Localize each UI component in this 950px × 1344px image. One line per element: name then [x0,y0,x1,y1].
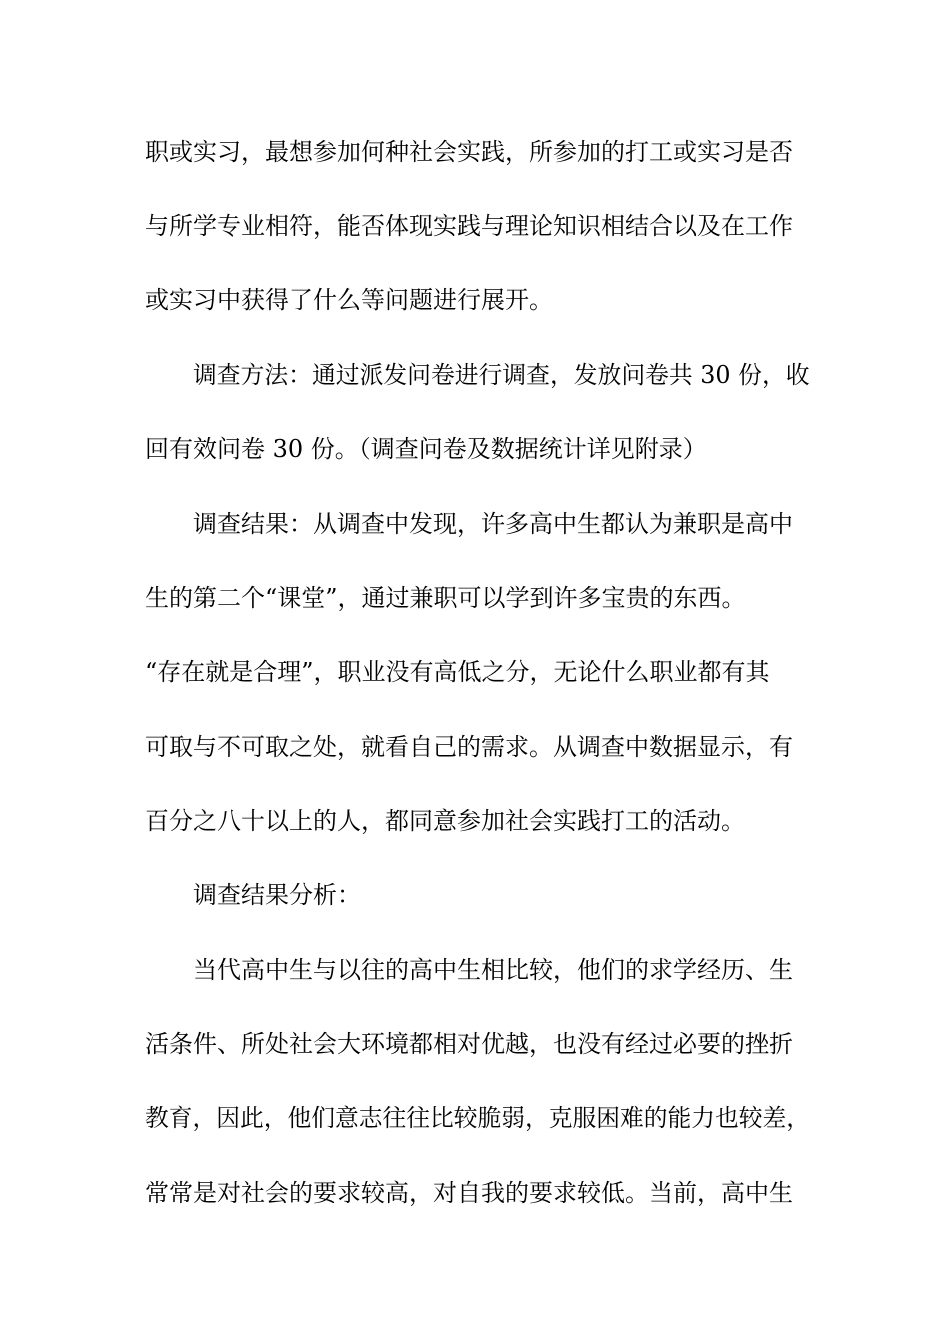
paragraph-line-15: 常常是对社会的要求较高，对自我的要求较低。当前，高中生 [145,1179,793,1207]
paragraph-line-10: 百分之八十以上的人，都同意参加社会实践打工的活动。 [145,807,745,835]
paragraph-line-5: 回有效问卷 30 份。（调查问卷及数据统计详见附录） [145,435,707,463]
paragraph-line-13: 活条件、所处社会大环境都相对优越，也没有经过必要的挫折 [145,1030,793,1058]
paragraph-line-1: 职或实习，最想参加何种社会实践，所参加的打工或实习是否 [145,138,793,166]
paragraph-line-6: 调查结果：从调查中发现，许多高中生都认为兼职是高中 [193,510,793,538]
paragraph-line-4: 调查方法：通过派发问卷进行调查，发放问卷共 30 份，收 [193,361,810,389]
paragraph-line-9: 可取与不可取之处，就看自己的需求。从调查中数据显示，有 [145,733,793,761]
paragraph-line-8: “存在就是合理”，职业没有高低之分，无论什么职业都有其 [145,658,770,686]
paragraph-line-7: 生的第二个“课堂”，通过兼职可以学到许多宝贵的东西。 [145,584,746,612]
paragraph-line-14: 教育，因此，他们意志往往比较脆弱，克服困难的能力也较差， [145,1104,811,1132]
paragraph-line-2: 与所学专业相符，能否体现实践与理论知识相结合以及在工作 [145,212,793,240]
section-heading: 调查结果分析： [193,881,361,909]
paragraph-line-12: 当代高中生与以往的高中生相比较，他们的求学经历、生 [193,956,793,984]
paragraph-line-3: 或实习中获得了什么等问题进行展开。 [145,286,553,314]
